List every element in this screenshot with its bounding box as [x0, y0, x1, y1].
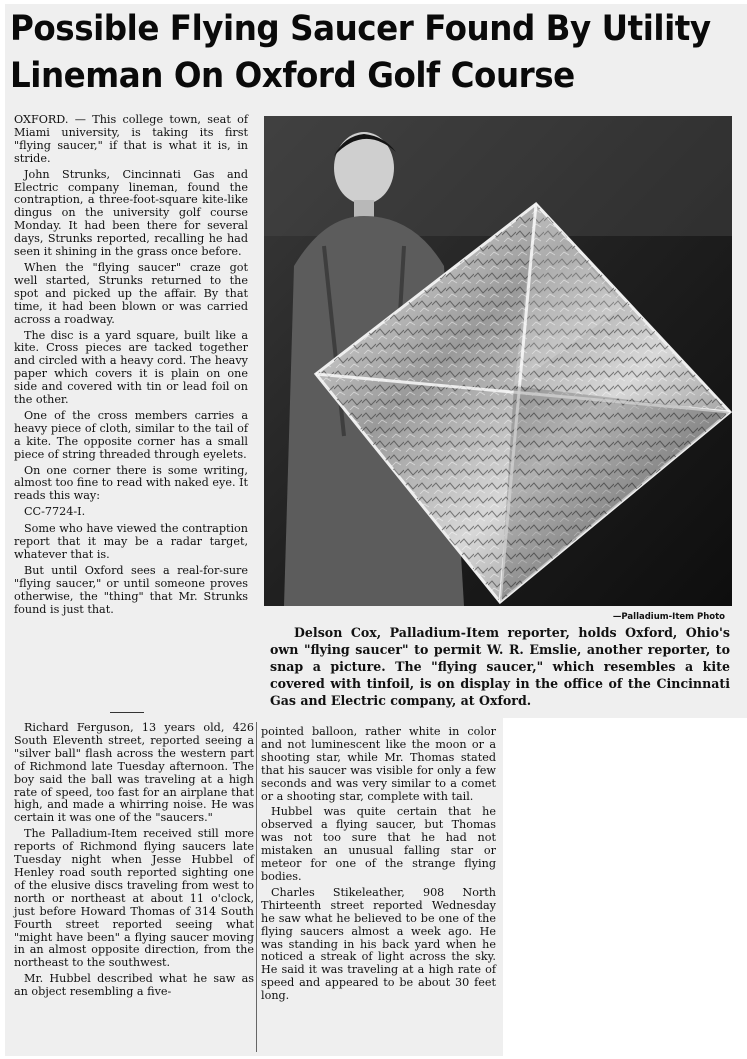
- headline-line-2: Lineman On Oxford Golf Course: [10, 56, 575, 96]
- story-paragraph: The disc is a yard square, built like a kite. Cross pieces are tacked together and circled with a heavy cord. The heavy paper which covers it is plain on one side and covered with tin or lead foil on the other.: [14, 328, 248, 407]
- second-story-column-2: [261, 726, 496, 1006]
- story-column: [14, 114, 248, 620]
- story-paragraph: On one corner there is some writing, almost too fine to read with naked eye. It reads this way:: [14, 463, 248, 503]
- story-paragraph: The Palladium-Item received still more reports of Richmond flying saucers late Tuesday night when Jesse Hubbel of Henley road south reported sighting one of the elusive discs traveling from west to north or northeast at about 11 o'clock, just before Howard Thomas of 314 South Fourth street reported seeing what "might have been" a flying saucer moving in an almost opposite direction, from the northeast to the southwest.: [14, 827, 254, 970]
- story-paragraph: Charles Stikeleather, 908 North Thirteenth street reported Wednesday he saw what he believed to be one of the flying saucers almost a week ago. He was standing in his back yard when he noticed a streak of light across the sky. He said it was traveling at a high rate of speed and appeared to be about 30 feet long.: [261, 885, 496, 1003]
- second-story-column-1: [14, 722, 254, 1002]
- story-paragraph: pointed balloon, rather white in color and not luminescent like the moon or a shooting star, while Mr. Thomas stated that his saucer was visible for only a few seconds and was very similar to a comet or a shooting star, complete with tail.: [261, 725, 496, 803]
- kite-serial-code: CC-7724-I.: [24, 505, 86, 519]
- photo-credit: —Palladium-Item Photo: [612, 612, 725, 622]
- story-paragraph: Richard Ferguson, 13 years old, 426 South Eleventh street, reported seeing a "silver ball" flash across the western part of Richmond late Tuesday afternoon. The boy said the ball was traveling at a high rate of speed, too fast for an airplane that high, and made a whirring noise. He was certain it was one of the "saucers.": [14, 721, 254, 825]
- column-separator: [256, 722, 257, 1052]
- story-paragraph: When the "flying saucer" craze got well started, Strunks returned to the spot and picked up the affair. By that time, it had been blown or was carried across a roadway.: [14, 260, 248, 326]
- story-paragraph: Mr. Hubbel described what he saw as an object resembling a five-: [14, 972, 254, 999]
- story-paragraph: Hubbel was quite certain that he observed a flying saucer, but Thomas was not too sure that he had not mistaken an unusual falling star or meteor for one of the strange flying bodies.: [261, 805, 496, 883]
- photo-illustration: [264, 116, 732, 606]
- story-paragraph: John Strunks, Cincinnati Gas and Electric company lineman, found the contraption, a three-foot-square kite-like dingus on the university golf course Monday. It had been there for several days, Strunks reported, recalling he had seen it shining in the grass once before.: [14, 167, 248, 259]
- story-paragraph: OXFORD. — This college town, seat of Miami university, is taking its first "flying saucer," if that is what it is, in stride.: [14, 113, 248, 165]
- section-divider: [110, 712, 144, 713]
- story-paragraph: But until Oxford sees a real-for-sure "flying saucer," or until someone proves otherwise, the "thing" that Mr. Strunks found is just that.: [14, 563, 248, 616]
- news-photo: [264, 116, 732, 606]
- headline: [10, 6, 711, 100]
- photo-caption: Delson Cox, Palladium-Item reporter, holds Oxford, Ohio's own "flying saucer" to permit W. R. Emslie, another reporter, to snap a picture. The "flying saucer," which resembles a kite covered with tinfoil, is on display in the office of the Cincinnati Gas and Electric company, at Oxford.: [270, 625, 730, 708]
- headline-line-1: Possible Flying Saucer Found By Utility: [10, 9, 711, 49]
- story-paragraph: Some who have viewed the contraption report that it may be a radar target, whatever that is.: [14, 522, 248, 561]
- story-paragraph: One of the cross members carries a heavy piece of cloth, similar to the tail of a kite. The opposite corner has a small piece of string threaded through eyelets.: [14, 408, 248, 461]
